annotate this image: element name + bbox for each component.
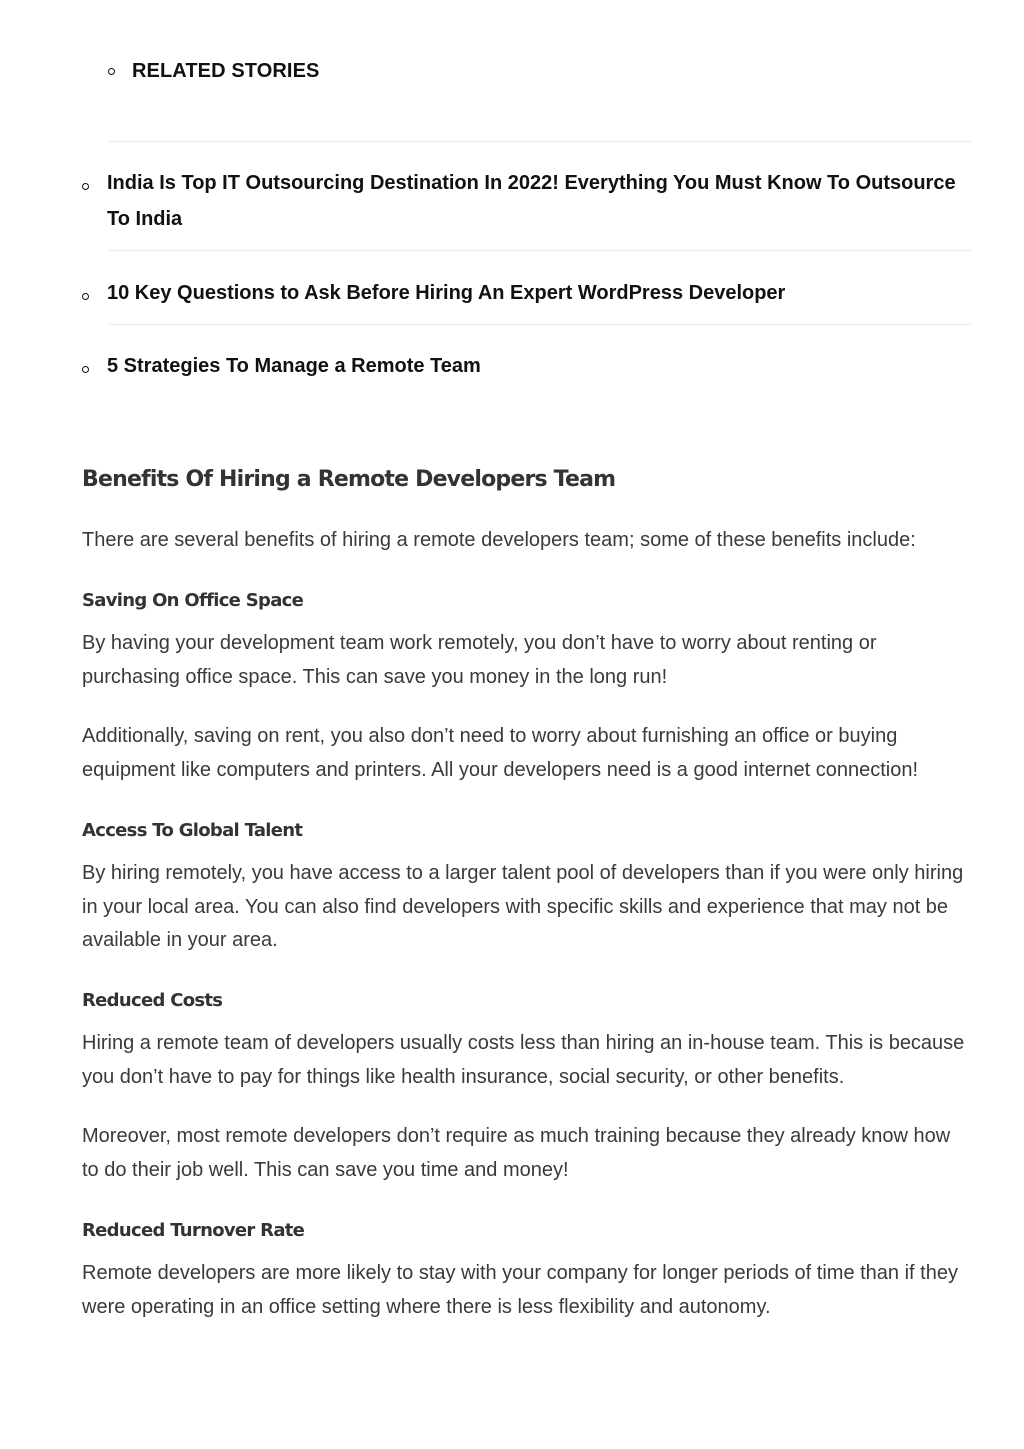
section-paragraph: Hiring a remote team of developers usually costs less than hiring an in-house team. This is because you don’t have to pay for things like health insurance, social security, or other benefits. — [82, 1032, 965, 1088]
related-story-item — [82, 284, 962, 311]
section-heading: Reduced Costs — [82, 990, 223, 1011]
related-stories-title: RELATED STORIES — [132, 60, 320, 82]
divider — [108, 250, 972, 251]
circle-bullet-icon — [82, 366, 89, 373]
circle-bullet-icon — [82, 293, 89, 300]
section-paragraph: Additionally, saving on rent, you also don’t need to worry about furnishing an office or buying equipment like computers and printers. All your developers need is a good internet connection! — [82, 725, 919, 781]
section-paragraph: By having your development team work remotely, you don’t have to worry about renting or purchasing office space. This can save you money in the long run! — [82, 632, 877, 688]
related-story-item — [82, 174, 962, 237]
divider — [108, 324, 972, 325]
related-story-link[interactable]: 5 Strategies To Manage a Remote Team — [107, 355, 481, 377]
section-paragraph: Moreover, most remote developers don’t require as much training because they already know how to do their job well. This can save you time and money! — [82, 1125, 951, 1181]
section-paragraph: By hiring remotely, you have access to a larger talent pool of developers than if you were only hiring in your local area. You can also find developers with specific skills and experience that may not be available in your area. — [82, 862, 964, 951]
section-heading: Reduced Turnover Rate — [82, 1220, 305, 1241]
related-story-link[interactable]: India Is Top IT Outsourcing Destination In 2022! Everything You Must Know To Outsource To India — [107, 172, 956, 230]
section-heading: Access To Global Talent — [82, 820, 303, 841]
article-heading: Benefits Of Hiring a Remote Developers Team — [82, 467, 616, 492]
related-story-item — [82, 357, 962, 384]
related-story-link[interactable]: 10 Key Questions to Ask Before Hiring An Expert WordPress Developer — [107, 282, 786, 304]
circle-bullet-icon — [108, 68, 115, 75]
circle-bullet-icon — [82, 183, 89, 190]
section-paragraph: Remote developers are more likely to stay with your company for longer periods of time than if they were operating in an office setting where there is less flexibility and autonomy. — [82, 1262, 958, 1318]
section-heading: Saving On Office Space — [82, 590, 304, 611]
related-stories-header — [108, 60, 319, 83]
article-intro: There are several benefits of hiring a remote developers team; some of these benefits include: — [82, 529, 916, 551]
divider — [108, 141, 972, 142]
